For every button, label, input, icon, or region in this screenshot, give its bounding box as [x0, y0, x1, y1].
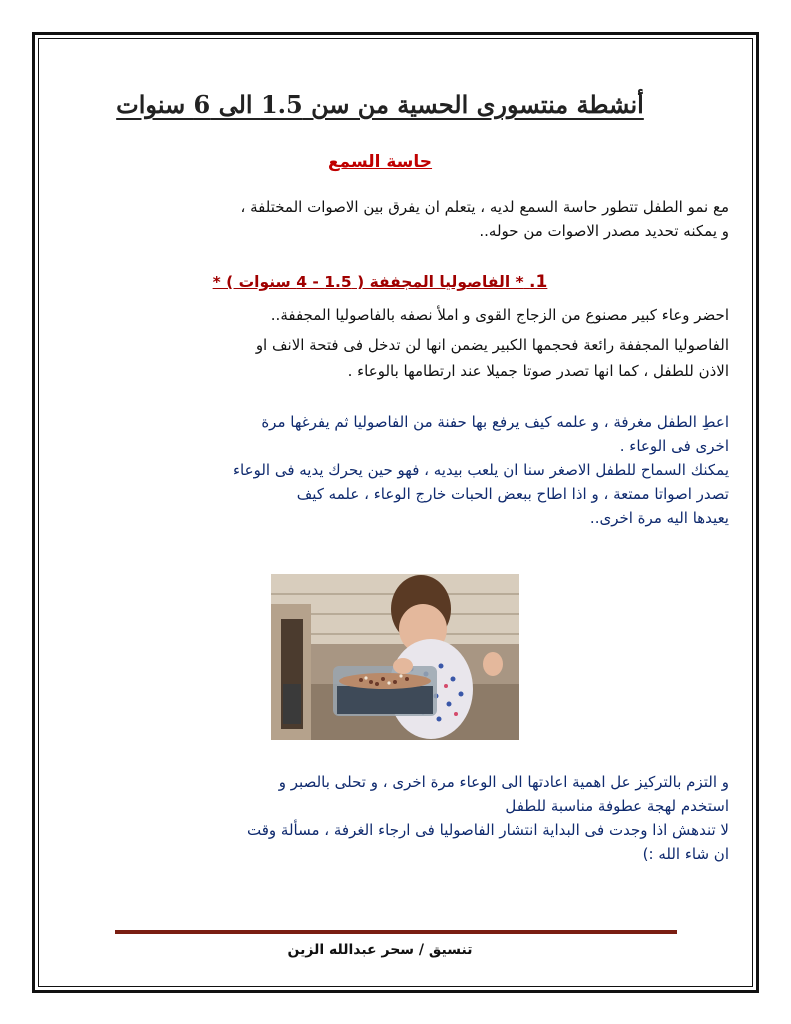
page-title: أنشطة منتسورى الحسية من سن 1.5 الى 6 سنوات [116, 90, 644, 119]
text-line: اخرى فى الوعاء . [619, 437, 729, 455]
footer-credit: تنسيق / سحر عبدالله الزين [287, 942, 473, 958]
paragraph-materials [109, 302, 729, 384]
text-line: يمكنك السماح للطفل الاصغر سنا ان يلعب بيديه ، فهو حين يحرك يديه فى الوعاء [233, 461, 729, 479]
intro-paragraph [109, 195, 729, 243]
activity-heading [100, 272, 660, 292]
activity-title: * الفاصوليا المجففة ( 1.5 - 4 سنوات ) * [212, 273, 524, 291]
text-line: اعطِ الطفل مغرفة ، و علمه كيف يرفع بها حفنة من الفاصوليا ثم يفرغها مرة [261, 413, 729, 431]
footer-rule [115, 930, 677, 934]
text-line: احضر وعاء كبير مصنوع من الزجاج القوى و املأ نصفه بالفاصوليا المجففة.. [270, 306, 729, 324]
text-line: تصدر اصواتا ممتعة ، و اذا اطاح ببعض الحبات خارج الوعاء ، علمه كيف [296, 485, 729, 503]
paragraph-encouragement [109, 770, 729, 866]
section-subtitle: حاسة السمع [327, 152, 433, 172]
paragraph-instructions [109, 410, 729, 530]
text-line: استخدم لهجة عطوفة مناسبة للطفل [505, 797, 729, 815]
child-playing-photo [271, 574, 519, 740]
text-line: ان شاء الله :) [642, 845, 729, 863]
text-line: الاذن للطفل ، كما انها تصدر صوتا جميلا عند ارتطامها بالوعاء . [347, 362, 729, 380]
text-line: لا تندهش اذا وجدت فى البداية انتشار الفاصوليا فى ارجاء الغرفة ، مسألة وقت [246, 821, 729, 839]
text-line: الفاصوليا المجففة رائعة فحجمها الكبير يضمن انها لن تدخل فى فتحة الانف او [255, 336, 729, 354]
text-line: و التزم بالتركيز عل اهمية اعادتها الى الوعاء مرة اخرى ، و تحلى بالصبر و [278, 773, 729, 791]
intro-line: مع نمو الطفل تتطور حاسة السمع لديه ، يتعلم ان يفرق بين الاصوات المختلفة ، [240, 198, 729, 216]
text-line: يعيدها اليه مرة اخرى.. [589, 509, 729, 527]
intro-line: و يمكنه تحديد مصدر الاصوات من حوله.. [479, 222, 729, 240]
activity-number: 1. [529, 272, 548, 292]
